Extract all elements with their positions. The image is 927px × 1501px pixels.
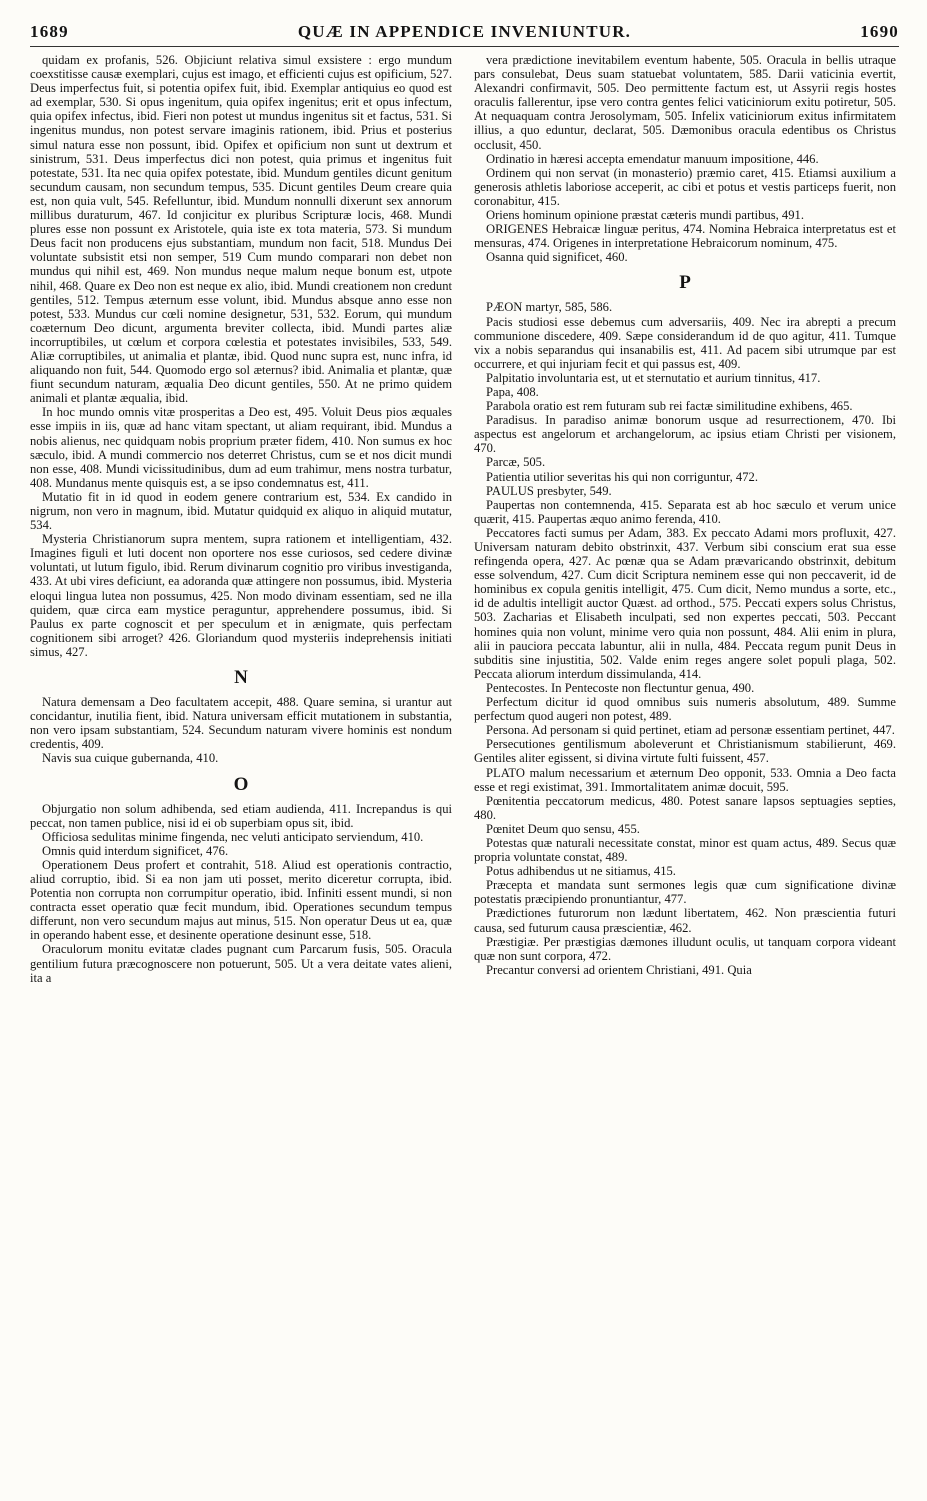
section-letter-o: O xyxy=(233,773,249,795)
running-header xyxy=(30,22,899,47)
index-entry: Precantur conversi ad orientem Christiani, 491. Quia xyxy=(486,962,752,977)
index-entry: PAULUS presbyter, 549. xyxy=(486,483,612,498)
index-entry: Paupertas non contemnenda, 415. Separata est ab hoc sæculo et verum unice quærit, 415. Paupertas æquo animo ferenda, 410. xyxy=(474,497,896,526)
left-column xyxy=(30,53,452,985)
index-entry: Operationem Deus profert et contrahit, 518. Aliud est operationis contractio, aliud corruptio, ibid. Si ea non jam uti posset, merito diceretur corrupta, ibid. Potentia non corrupta non corrumpitur operatio, ibid. Infiniti essent mundi, si non contracta esset operatio quæ fecit mundum, ibid. Operationes secundum tempus differunt, non vero secundum majus aut minus, 515. Non operatur Deus ut ea, quæ in operando habent esse, et desinente operatione desinunt esse, 518. xyxy=(30,857,452,943)
index-entry: Peccatores facti sumus per Adam, 383. Ex peccato Adami mors profluxit, 427. Universam naturam debito obstrinxit, 437. Verbum sibi conscium erat sua esse refingenda opera, 427. Ac pœnæ qua se Adam prævaricando obstrinxit, debitum esse solvendum, 427. Cum dicit Scriptura neminem esse qui non peccaverit, id de hominibus ex copula genitis intelligit, 475. Cum dicit, Nemo mundus a sorte, etc., id de adultis intelligit auctor Quæst. ad orthod., 575. Peccati expers solus Christus, 503. Zacharias et Elisabeth inculpati, sed non expertes peccati, 503. Peccant homines quia non volunt, minime vero quia non possunt, 484. Alii enim in plura, alii in pauciora peccata labuntur, alii in nulla, 484. Peccata regum punit Deus in subditis sine injustitia, 502. Valde enim reges angere solet populi plaga, 502. Peccata aliorum interdum dissimulanda, 414. xyxy=(474,525,896,681)
index-entry: Palpitatio involuntaria est, ut et sternutatio et aurium tinnitus, 417. xyxy=(486,370,821,385)
right-page-number: 1690 xyxy=(860,22,899,41)
index-entry: PLATO malum necessarium et æternum Deo opponit, 533. Omnia a Deo facta esse et regi existimat, 391. Immortalitatem animæ docuit, 595. xyxy=(474,765,896,794)
index-entry: Papa, 408. xyxy=(486,384,539,399)
index-entry: quidam ex profanis, 526. Objiciunt relativa simul exsistere : ergo mundum coexstitisse causæ exemplari, cujus est imago, et efficienti cujus est opificium, 527. Deus imperfectus fuit, si potentia opifex fuit, ibid. Exemplar antiquius eo quod est ad exemplar, 530. Si opus ingenitum, quia opifex ingenitus; erit et opus infectum, quia opifex infectus, ibid. Fieri non potest ut mundus ingenitus sit et factus, 531. Si ingenitus mundus, non potest servare imaginis rationem, ibid. Prius et posterius simul natura esse non possunt, ibid. Opifex et opificium non sunt ut dextrum et sinistrum, 531. Deus imperfectus dici non potest, quia primus et ingenitus fuit potestate, 531. Ita nec quia opifex potestate, ibid. Mundum gentiles dicunt genitum secundum causam, non secundum tempus, 535. Dicunt gentiles Deum creare quia est, non quia vult, 545. Refelluntur, ibid. Mundum nonnulli dixerunt sex annorum millibus duraturum, 467. Id conjicitur ex pluribus Scripturæ locis, 468. Mundi plures esse non possunt ex Aristotele, quia iste ex tota materia, 573. Si mundum Deus facit non producens ejus substantiam, mundum non facit, 518. Mundus Dei voluntate subsistit etsi non semper, 519 Cum mundo comparari non debet non mundus qui nihil est, 469. Non mundus neque malum neque bonum est, utpote nihil, 468. Quare ex Deo non est neque ex alio, ibid. Mundi creationem non credunt gentiles, 512. Tempus æternum esse volunt, ibid. Mundus absque anno esse non potest, 533. Mundus cur cœli nomine designetur, 531, 532. Eorum, qui mundum coæternum Deo dicunt, argumenta breviter collecta, ibid. Mundi partes aliæ incorruptibiles, ut cœlum et corpora cœlestia et potestates invisibiles, 533, 549. Aliæ corruptibiles, ut animalia et plantæ, ibid. Quod nunc supra est, nunc infra, id aliquando non fuit, 544. Quomodo ergo sol æternus? ibid. Animalia et plantæ, quæ fiunt secundum naturam, æqualia Deo dicunt gentiles, 550. At ne primo quidem animali et plantæ æqualia, ibid. xyxy=(30,53,452,406)
index-entry: Officiosa sedulitas minime fingenda, nec veluti anticipato serviendum, 410. xyxy=(42,829,424,844)
index-entry: Persecutiones gentilismum aboleverunt et Christianismum stabilierunt, 469. Gentiles aliter egissent, si divina virtute fulti fuissent, 457. xyxy=(474,737,896,766)
index-entry: Parabola oratio est rem futuram sub rei factæ similitudine exhibens, 465. xyxy=(486,399,853,414)
index-entry: Pacis studiosi esse debemus cum adversariis, 409. Nec ira abrepti a precum communione discedere, 409. Sæpe considerandum id de quo agitur, 411. Tumque vix a nobis separandus qui insanabilis est, 411. Ad pacem sibi utrumque par est occurrere, et qui injuriam fecit et qui passus est, 409. xyxy=(474,314,896,371)
left-page-number: 1689 xyxy=(30,22,69,41)
index-entry: Mysteria Christianorum supra mentem, supra rationem et intelligentiam, 432. Imagines figuli et luti docent non oportere nos esse curiosos, sed cedere divinæ voluntati, ut lutum figulo, ibid. Rerum divinarum cognitio pro viribus investiganda, 433. At ubi vires deficiunt, ea adoranda quæ attingere non possumus, ibid. Mysteria eloqui lingua lutea non possumus, 425. Non modo divinam essentiam, sed ne illa quidem, quæ circa eam mystice peraguntur, apprehendere possumus, ibid. Si Paulus ex parte cognoscit et per speculum et in ænigmate, quis perfectam cognitionem sibi arroget? 426. Gloriandum quod mysteriis indeprehensis initiati simus, 427. xyxy=(30,532,452,659)
index-entry: Prædictiones futurorum non lædunt libertatem, 462. Non præscientia futuri causa, sed futurum causa præscientiæ, 462. xyxy=(474,906,896,935)
section-letter-p: P xyxy=(679,272,691,294)
index-entry: Mutatio fit in id quod in eodem genere contrarium est, 534. Ex candido in nigrum, non vero in magnum, ibid. Mutatur quidquid ex aliquo in aliquid mutatur, 534. xyxy=(30,489,452,533)
index-entry: Perfectum dicitur id quod omnibus suis numeris absolutum, 489. Summe perfectum quod augeri non potest, 489. xyxy=(474,695,896,724)
section-letter-n: N xyxy=(234,667,248,689)
index-entry: Pentecostes. In Pentecoste non flectuntur genua, 490. xyxy=(486,680,755,695)
index-entry: Patientia utilior severitas his qui non corriguntur, 472. xyxy=(486,469,758,484)
index-entry: Oriens hominum opinione præstat cæteris mundi partibus, 491. xyxy=(486,208,804,223)
index-entry: Persona. Ad personam si quid pertinet, etiam ad personæ essentiam pertinet, 447. xyxy=(486,723,895,738)
index-entry: Ordinatio in hæresi accepta emendatur manuum impositione, 446. xyxy=(486,151,819,166)
index-entry: Paradisus. In paradiso animæ bonorum usque ad resurrectionem, 470. Ibi aspectus est angelorum et archangelorum, ac ipsius etiam Christi per visionem, 470. xyxy=(474,413,896,456)
index-entry: Pœnitet Deum quo sensu, 455. xyxy=(486,821,640,836)
index-entry: PÆON martyr, 585, 586. xyxy=(486,300,613,315)
index-entry: Objurgatio non solum adhibenda, sed etiam audienda, 411. Increpandus is qui peccat, non tamen publice, nisi id ei ob superbiam opus sit, ibid. xyxy=(30,801,452,830)
right-column xyxy=(474,53,896,985)
index-entry: Omnis quid interdum significet, 476. xyxy=(42,843,229,858)
index-entry: Parcæ, 505. xyxy=(486,455,546,470)
index-entry: vera prædictione inevitabilem eventum habente, 505. Oracula in bellis utraque pars consulebat, Deus suam statuebat voluntatem, 585. Darii vaticinia evertit, Alexandri confirmavit, 505. Deo permittente factum est, ut Assyrii regis hostes oraculis fallerentur, ipse vero contra gentes felici vaticiniorum exitu potiretur, 505. At nequaquam contra Jerosolymam, 505. Infelix vaticiniorum exitus infirmitatem illius, a quo eduntur, declarat, 505. Dæmonibus oracula edentibus os Christus occlusit, 450. xyxy=(474,53,896,152)
index-entry: Potestas quæ naturali necessitate constat, minor est quam actus, 489. Secus quæ propria voluntate constat, 489. xyxy=(474,835,896,865)
index-entry: Pœnitentia peccatorum medicus, 480. Potest sanare lapsos septuagies septies, 480. xyxy=(474,793,896,822)
two-column-layout xyxy=(30,53,899,985)
index-entry: Natura demensam a Deo facultatem accepit, 488. Quare semina, si urantur aut concidantur, inutilia fient, ibid. Natura universam efficit mutationem in substantia, non vero ipsam substantiam, 524. Secundum naturam vivere hominis est nondum credentis, 409. xyxy=(30,695,452,752)
index-entry: ORIGENES Hebraicæ linguæ peritus, 474. Nomina Hebraica interpretatus est et mensuras, 474. Origenes in interpretatione Hebraicorum nominum, 475. xyxy=(474,222,896,251)
index-entry: In hoc mundo omnis vitæ prosperitas a Deo est, 495. Voluit Deus pios æquales esse impiis in iis, quæ ad hanc vitam spectant, ut aliam requirant, ibid. Mundus a nobis alienus, nec quidquam nobis proprium præter fidem, 410. Non sumus ex hoc sæculo, ibid. A mundi commercio nos deterret Christus, cum se et nos dicit mundi non esse, 408. Mundi vicissitudinibus, dum ad eum trahimur, mens nostra turbatur, 408. Mundanus mente quisquis est, a se ipso condemnatus est, 411. xyxy=(30,405,452,490)
index-entry: Navis sua cuique gubernanda, 410. xyxy=(42,751,219,766)
index-entry: Potus adhibendus ut ne sitiamus, 415. xyxy=(486,864,676,879)
index-entry: Ordinem qui non servat (in monasterio) præmio caret, 415. Etiamsi auxilium a generosis athletis laboriose acceperit, ac cibi et potus et vestis particeps fuerit, non coronabitur, 415. xyxy=(474,165,896,208)
running-title: QUÆ IN APPENDICE INVENIUNTUR. xyxy=(297,22,632,41)
index-entry: Præstigiæ. Per præstigias dæmones illudunt oculis, ut tanquam corpora videant quæ non sunt corpora, 472. xyxy=(474,934,896,963)
index-entry: Osanna quid significet, 460. xyxy=(486,250,628,265)
index-entry: Præcepta et mandata sunt sermones legis quæ cum significatione divinæ potestatis præcipiendo pronuntiantur, 477. xyxy=(474,878,896,907)
index-entry: Oraculorum monitu evitatæ clades pugnant cum Parcarum fusis, 505. Oracula gentilium futura præcognoscere non potuerunt, 505. Ut a vera deitate vates alieni, ita a xyxy=(30,942,452,985)
